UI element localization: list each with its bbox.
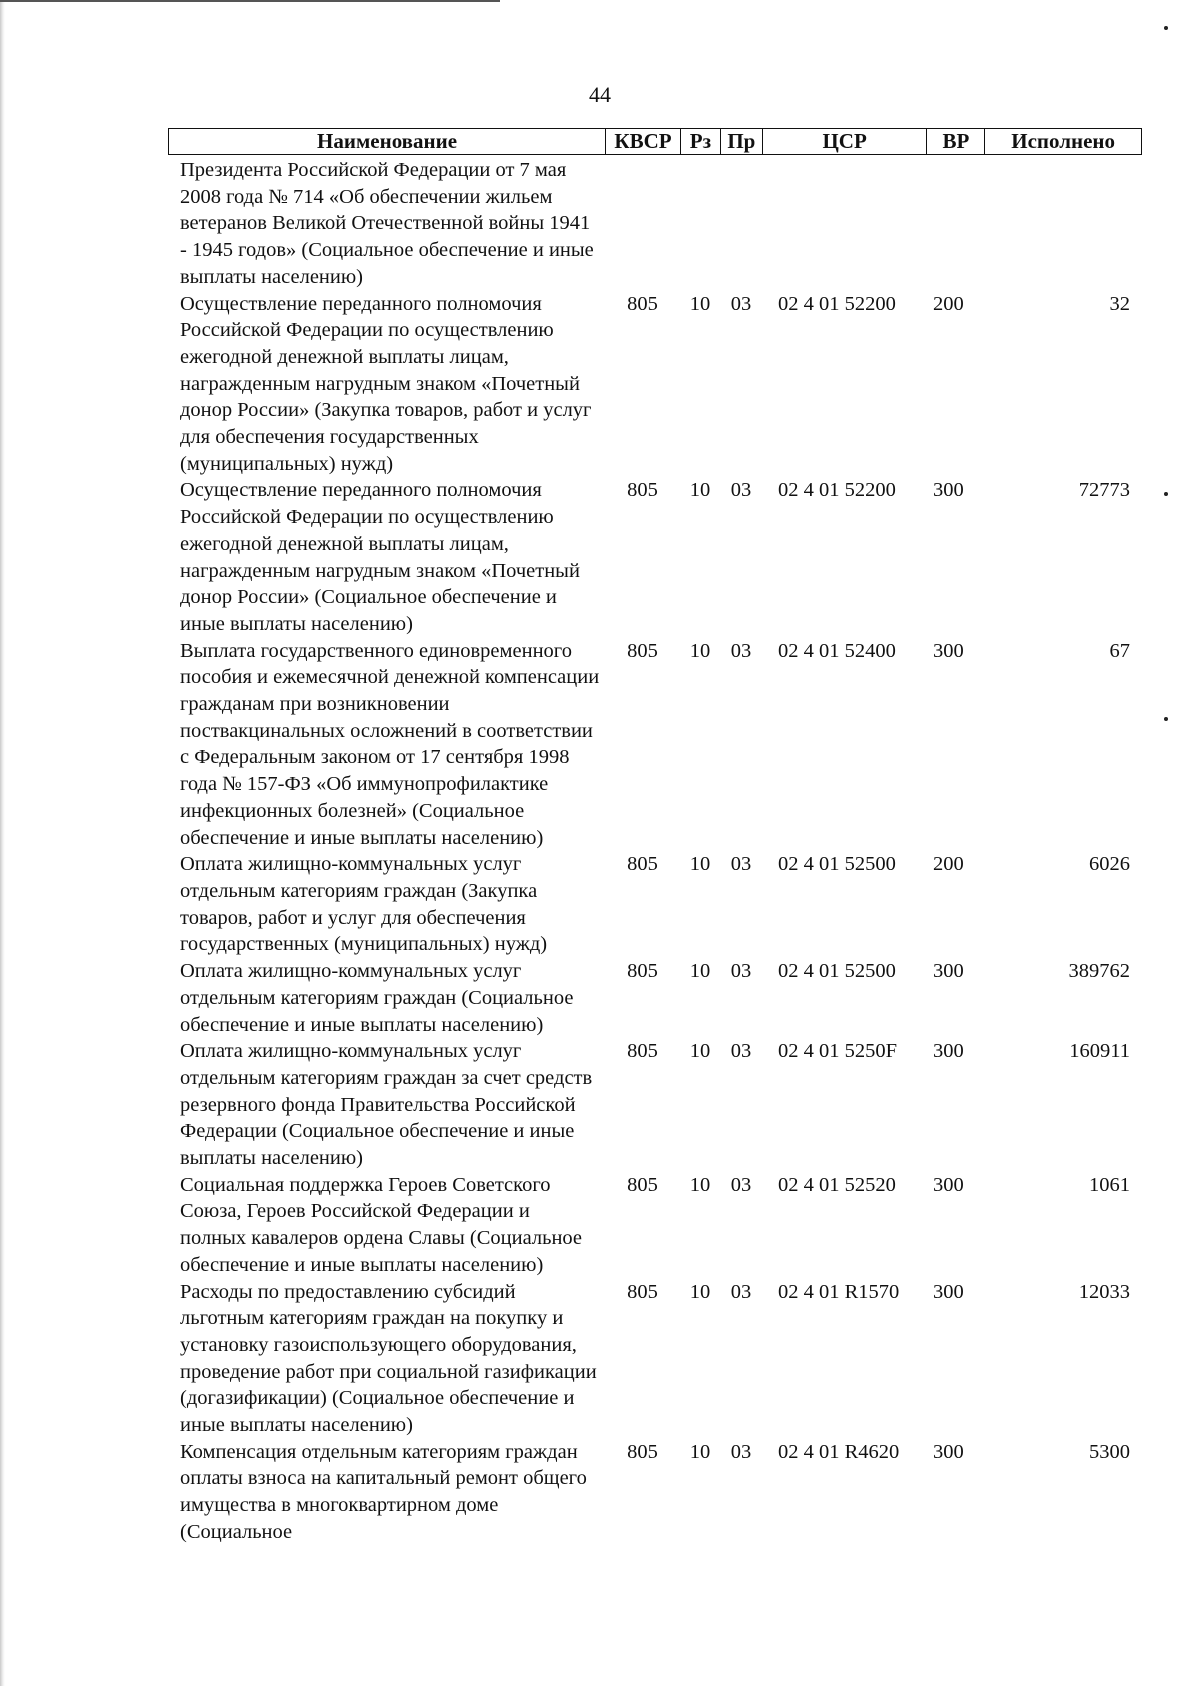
header-vr: ВР [926, 129, 984, 154]
header-rz: Рз [680, 129, 720, 154]
row-kvsr: 805 [627, 292, 658, 315]
row-kvsr: 805 [627, 479, 658, 502]
budget-table [168, 128, 1142, 1546]
row-rz: 10 [689, 1040, 711, 1063]
row-csr: 02 4 01 52200 [778, 479, 896, 502]
row-pr: 03 [730, 853, 752, 876]
row-csr: 02 4 01 52200 [778, 292, 896, 315]
row-rz: 10 [689, 292, 711, 315]
row-executed: 72773 [1078, 479, 1130, 502]
row-name: Оплата жилищно-коммунальных услуг отдельным категориям граждан (Социальное обеспечение и иные выплаты населению) [180, 960, 574, 1036]
row-executed: 32 [1109, 292, 1130, 315]
row-pr: 03 [730, 960, 752, 983]
row-vr: 200 [933, 853, 964, 876]
row-pr: 03 [730, 479, 752, 502]
row-csr: 02 4 01 52520 [778, 1173, 896, 1196]
row-executed: 389762 [1068, 960, 1130, 983]
row-csr: 02 4 01 52500 [778, 853, 896, 876]
row-pr: 03 [730, 1440, 752, 1463]
row-pr: 03 [730, 1280, 752, 1303]
row-rz: 10 [689, 479, 711, 502]
table-row [168, 851, 1142, 958]
row-rz: 10 [689, 1440, 711, 1463]
table-row [168, 1038, 1142, 1172]
scan-speck [1164, 492, 1168, 496]
scan-speck [1164, 26, 1168, 30]
row-csr: 02 4 01 R4620 [778, 1440, 900, 1463]
row-vr: 300 [933, 960, 964, 983]
row-vr: 300 [933, 1040, 964, 1063]
row-kvsr: 805 [627, 639, 658, 662]
table-row [168, 155, 1142, 291]
row-rz: 10 [689, 1173, 711, 1196]
page-number: 44 [589, 82, 611, 107]
row-name: Компенсация отдельным категориям граждан оплаты взноса на капитальный ремонт общего имущества в многоквартирном доме (Социальное [180, 1440, 587, 1543]
row-csr: 02 4 01 R1570 [778, 1280, 900, 1303]
header-kvsr: КВСР [605, 129, 680, 154]
row-rz: 10 [689, 853, 711, 876]
row-name: Президента Российской Федерации от 7 мая 2008 года № 714 «Об обеспечении жильем ветеранов Великой Отечественной войны 1941 - 1945 годов» (Социальное обеспечение и иные выплаты населению) [180, 159, 594, 288]
row-executed: 6026 [1089, 853, 1130, 876]
row-name: Оплата жилищно-коммунальных услуг отдельным категориям граждан (Закупка товаров, работ и услуг для обеспечения государственных (муниципальных) нужд) [180, 853, 548, 956]
header-csr: ЦСР [762, 129, 927, 154]
row-executed: 1061 [1089, 1173, 1130, 1196]
row-csr: 02 4 01 52500 [778, 960, 896, 983]
row-vr: 300 [933, 1440, 964, 1463]
header-pr: Пр [720, 129, 762, 154]
row-name: Выплата государственного единовременного пособия и ежемесячной денежной компенсации гражданам при возникновении поствакцинальных осложнений в соответствии с Федеральным законом от 17 сентября 1998 года № 157-ФЗ «Об иммунопрофилактике инфекционных болезней» (Социальное обеспечение и иные выплаты населению) [180, 639, 600, 849]
row-name: Осуществление переданного полномочия Российской Федерации по осуществлению ежегодной денежной выплаты лицам, награжденным нагрудным знаком «Почетный донор России» (Социальное обеспечение и иные выплаты населению) [180, 479, 580, 635]
row-executed: 12033 [1078, 1280, 1130, 1303]
row-vr: 300 [933, 1280, 964, 1303]
table-row [168, 958, 1142, 1038]
scan-edge [0, 0, 5, 1686]
row-pr: 03 [730, 639, 752, 662]
row-name: Осуществление переданного полномочия Российской Федерации по осуществлению ежегодной денежной выплаты лицам, награжденным нагрудным знаком «Почетный донор России» (Закупка товаров, работ и услуг для обеспечения государственных (муниципальных) нужд) [180, 292, 592, 475]
row-vr: 200 [933, 292, 964, 315]
row-vr: 300 [933, 1173, 964, 1196]
row-executed: 160911 [1069, 1040, 1130, 1063]
row-kvsr: 805 [627, 1040, 658, 1063]
row-kvsr: 805 [627, 1173, 658, 1196]
row-rz: 10 [689, 1280, 711, 1303]
row-rz: 10 [689, 960, 711, 983]
table-row [168, 1439, 1142, 1546]
scan-speck [1164, 717, 1168, 721]
table-row [168, 1172, 1142, 1279]
row-kvsr: 805 [627, 1440, 658, 1463]
row-csr: 02 4 01 5250F [778, 1040, 898, 1063]
row-kvsr: 805 [627, 1280, 658, 1303]
table-row [168, 1279, 1142, 1439]
row-kvsr: 805 [627, 853, 658, 876]
row-kvsr: 805 [627, 960, 658, 983]
table-row [168, 291, 1142, 478]
row-pr: 03 [730, 1173, 752, 1196]
table-header-row [168, 128, 1142, 155]
table-row [168, 477, 1142, 637]
row-pr: 03 [730, 1040, 752, 1063]
row-vr: 300 [933, 479, 964, 502]
row-rz: 10 [689, 639, 711, 662]
row-executed: 67 [1109, 639, 1130, 662]
row-name: Расходы по предоставлению субсидий льготным категориям граждан на покупку и установку газоиспользующего оборудования, проведение работ при социальной газификации (догазификации) (Социальное обеспечение и иные выплаты населению) [180, 1280, 597, 1437]
row-executed: 5300 [1089, 1440, 1130, 1463]
row-name: Оплата жилищно-коммунальных услуг отдельным категориям граждан за счет средств резервного фонда Правительства Российской Федерации (Социальное обеспечение и иные выплаты населению) [180, 1040, 593, 1170]
header-executed: Исполнено [984, 129, 1141, 154]
row-name: Социальная поддержка Героев Советского Союза, Героев Российской Федерации и полных кавалеров ордена Славы (Социальное обеспечение и иные выплаты населению) [180, 1173, 583, 1276]
row-vr: 300 [933, 639, 964, 662]
header-name: Наименование [317, 129, 458, 153]
row-pr: 03 [730, 292, 752, 315]
row-csr: 02 4 01 52400 [778, 639, 896, 662]
table-row [168, 638, 1142, 852]
scan-line [0, 0, 500, 2]
